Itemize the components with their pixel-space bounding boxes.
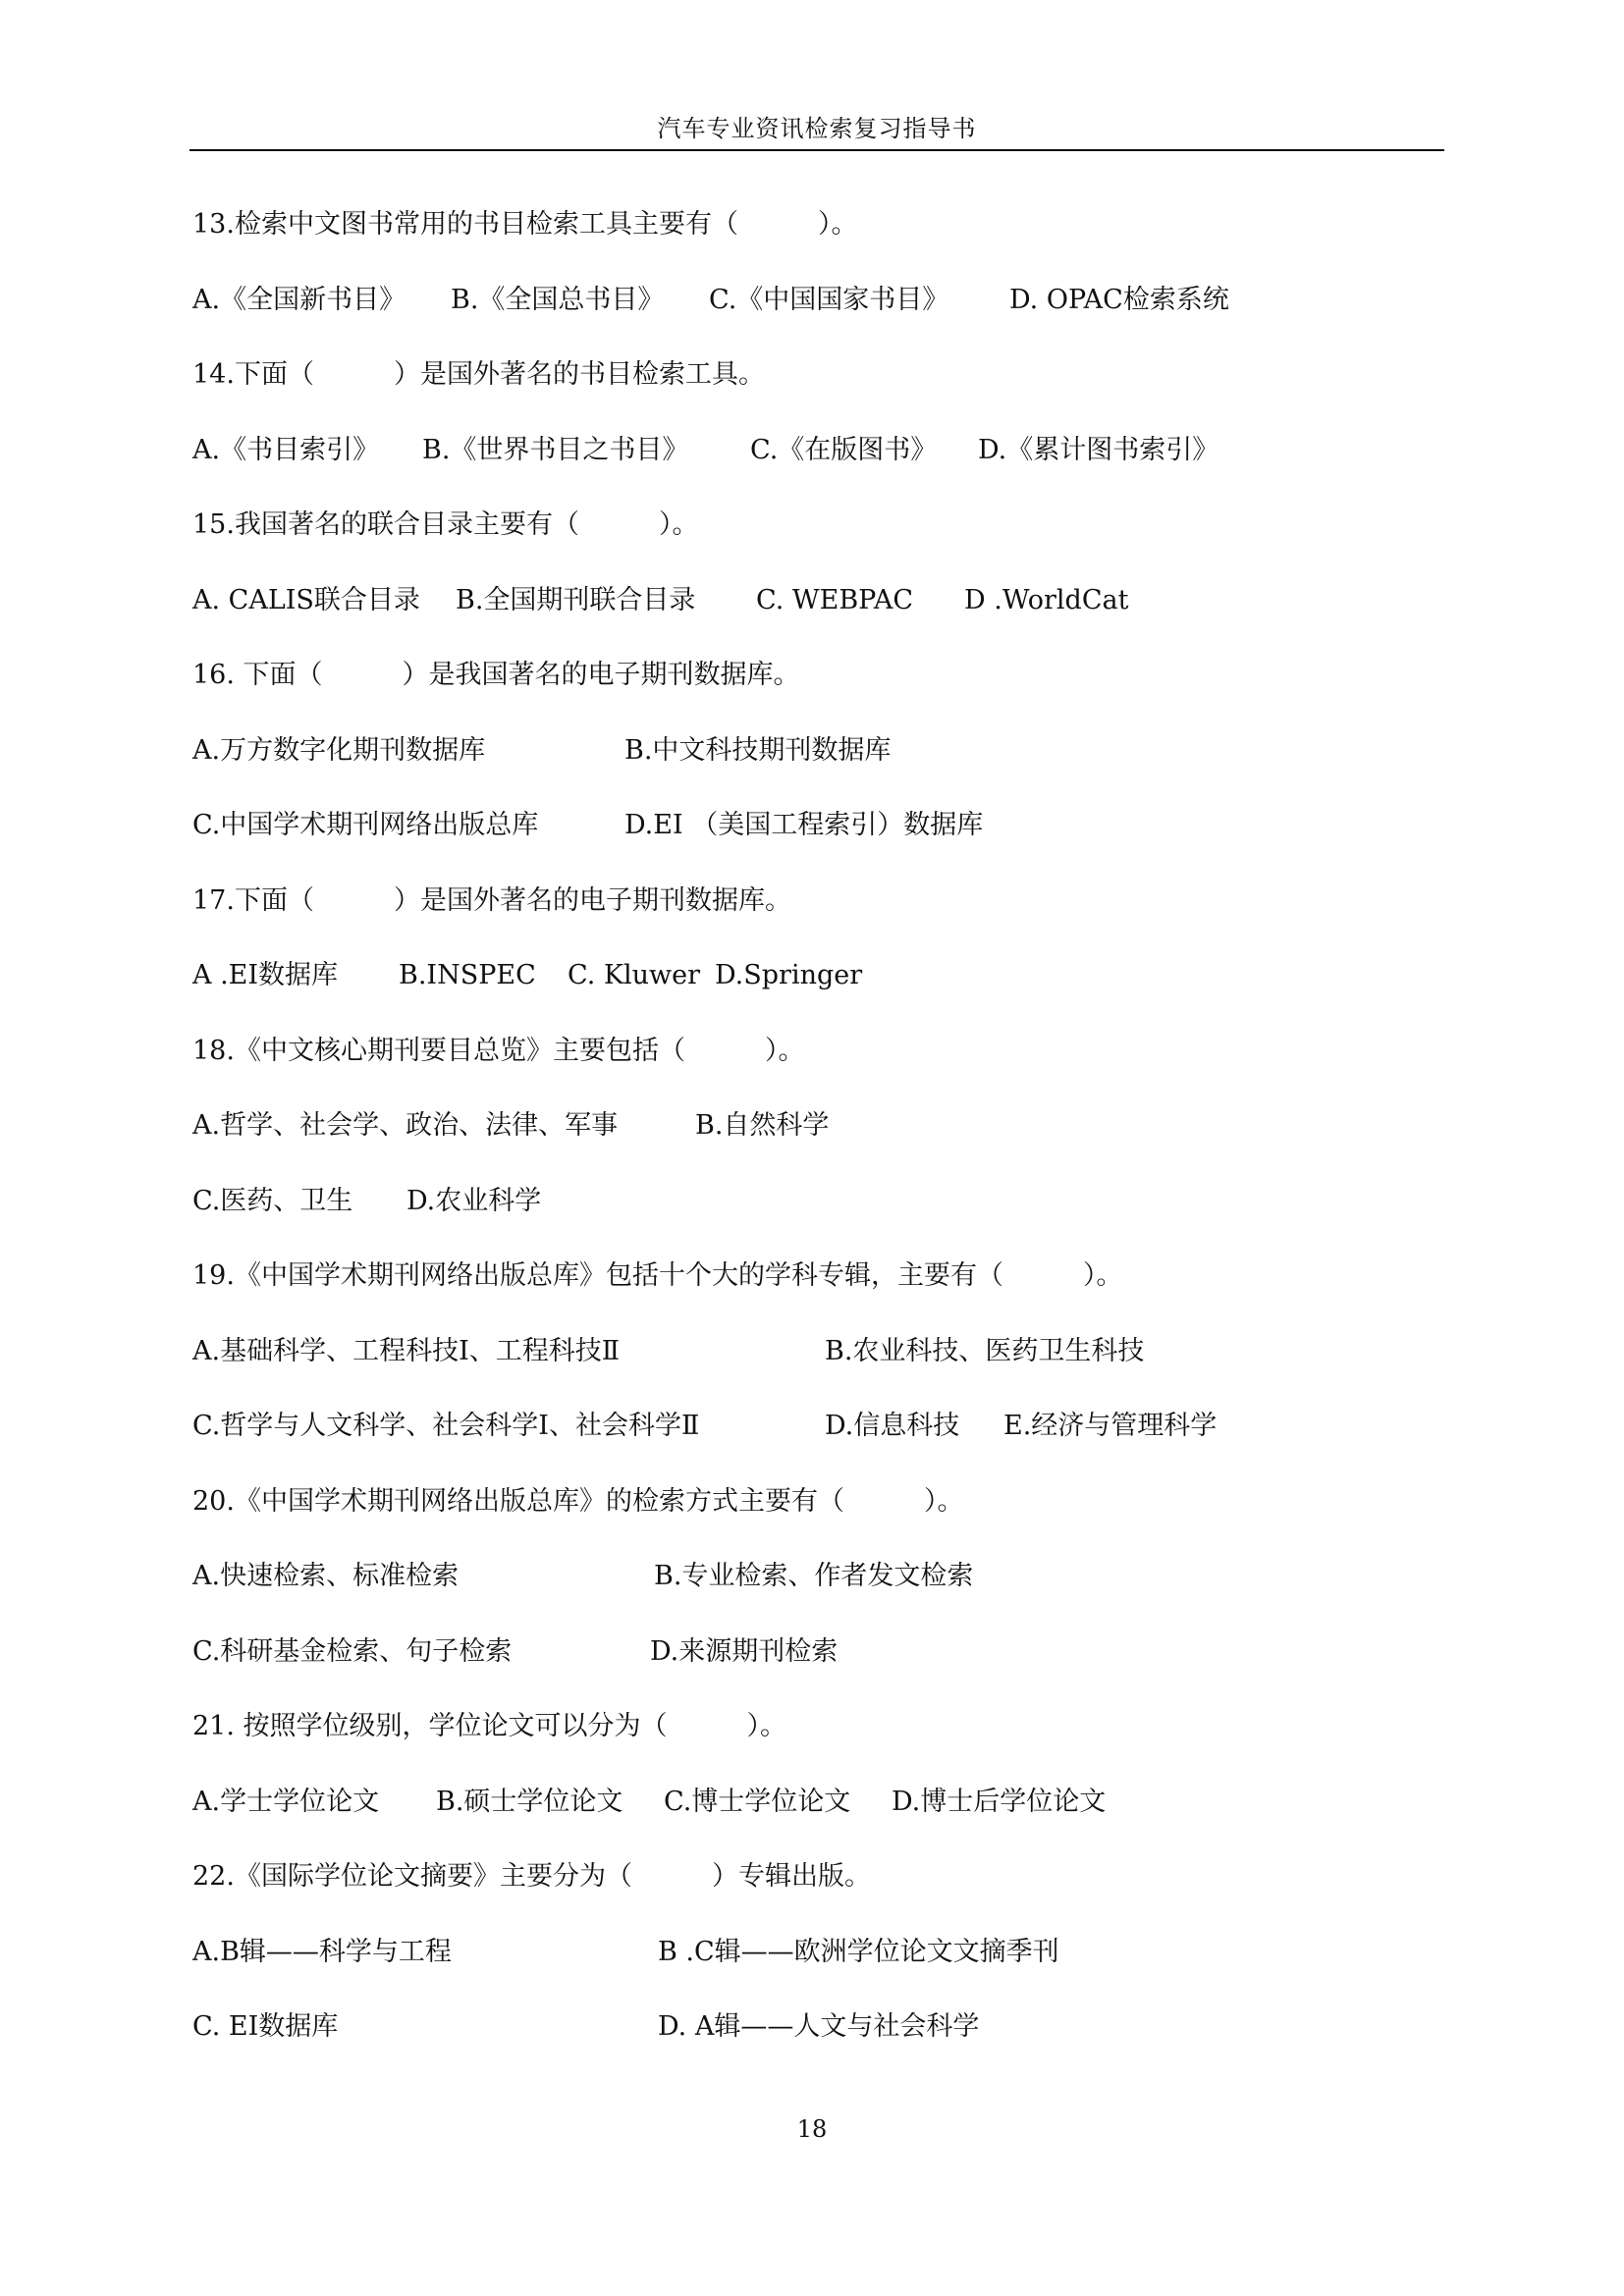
question-20-options-row-2	[192, 1629, 1439, 1705]
option-c: C. Kluwer	[568, 960, 701, 990]
option-c: C.中国学术期刊网络出版总库	[192, 810, 539, 840]
question-21-options	[192, 1780, 1439, 1855]
option-b: B.中文科技期刊数据库	[624, 734, 892, 766]
question-13-stem: 13.检索中文图书常用的书目检索工具主要有（ ）。	[192, 209, 858, 240]
option-a: A.《书目索引》	[192, 434, 380, 465]
option-a: A.基础科学、工程科技Ⅰ、工程科技Ⅱ	[192, 1335, 621, 1366]
question-20-stem: 20.《中国学术期刊网络出版总库》的检索方式主要有（ ）。	[192, 1485, 964, 1517]
question-16-stem: 16. 下面（ ）是我国著名的电子期刊数据库。	[192, 660, 800, 690]
question-list	[192, 202, 1439, 2080]
option-b: B.《全国总书目》	[451, 284, 665, 315]
question-22-stem: 22.《国际学位论文摘要》主要分为（ ）专辑出版。	[192, 1861, 871, 1892]
option-c: C.《在版图书》	[750, 434, 938, 465]
question-19-options-row-1	[192, 1329, 1439, 1405]
question-17-options	[192, 953, 1439, 1029]
question-14-stem: 14.下面（ ）是国外著名的书目检索工具。	[192, 359, 765, 390]
header-rule	[189, 149, 1444, 151]
question-22-options-row-2	[192, 2004, 1439, 2080]
question-21-stem: 21. 按照学位级别，学位论文可以分为（ ）。	[192, 1711, 787, 1741]
page-number: 18	[796, 2115, 828, 2143]
question-22-options-row-1	[192, 1930, 1439, 2005]
option-d: D.EI （美国工程索引）数据库	[624, 810, 984, 840]
question-20-options-row-1	[192, 1554, 1439, 1629]
option-b: B.专业检索、作者发文检索	[654, 1561, 974, 1591]
question-17-stem: 17.下面（ ）是国外著名的电子期刊数据库。	[192, 884, 791, 916]
question-19-options-row-2	[192, 1404, 1439, 1479]
option-a: A.哲学、社会学、政治、法律、军事	[192, 1110, 619, 1141]
question-18-stem: 18.《中文核心期刊要目总览》主要包括（ ）。	[192, 1035, 805, 1066]
option-d: D.信息科技	[825, 1411, 960, 1441]
option-e: E.经济与管理科学	[1003, 1411, 1218, 1441]
option-c: C. WEBPAC	[756, 584, 914, 615]
option-d: D.博士后学位论文	[892, 1786, 1107, 1817]
option-b: B .C辑——欧洲学位论文文摘季刊	[658, 1936, 1059, 1967]
option-d: D.来源期刊检索	[650, 1635, 839, 1667]
option-a: A. CALIS联合目录	[192, 584, 420, 615]
option-a: A.学士学位论文	[192, 1786, 380, 1817]
question-15-options	[192, 578, 1439, 654]
question-18-options-row-2	[192, 1179, 1439, 1255]
option-c: C.医药、卫生	[192, 1185, 353, 1216]
option-b: B.全国期刊联合目录	[456, 584, 696, 615]
option-c: C.哲学与人文科学、社会科学Ⅰ、社会科学Ⅱ	[192, 1411, 700, 1441]
question-19-stem: 19.《中国学术期刊网络出版总库》包括十个大的学科专辑，主要有（ ）。	[192, 1260, 1123, 1291]
option-c: C. EI数据库	[192, 2011, 339, 2042]
option-b: B.INSPEC	[399, 960, 536, 990]
option-a: A.快速检索、标准检索	[192, 1561, 460, 1591]
option-b: B.农业科技、医药卫生科技	[825, 1335, 1145, 1366]
option-d: D.《累计图书索引》	[978, 434, 1219, 465]
question-16-options-row-2	[192, 803, 1439, 879]
option-b: B.硕士学位论文	[436, 1786, 623, 1817]
option-d: D .WorldCat	[964, 584, 1129, 615]
running-header: 汽车专业资讯检索复习指导书	[657, 115, 977, 142]
option-d: D. OPAC检索系统	[1009, 284, 1229, 315]
question-18-options-row-1	[192, 1103, 1439, 1179]
option-a: A .EI数据库	[192, 960, 339, 990]
option-c: C.《中国国家书目》	[709, 284, 949, 315]
question-13-options	[192, 278, 1439, 353]
option-a: A.B辑——科学与工程	[192, 1936, 452, 1967]
option-a: A.万方数字化期刊数据库	[192, 734, 486, 766]
option-d: D.农业科学	[406, 1185, 542, 1216]
option-d: D.Springer	[715, 960, 863, 990]
option-c: C.博士学位论文	[664, 1786, 851, 1817]
option-d: D. A辑——人文与社会科学	[658, 2011, 980, 2042]
question-14-options	[192, 428, 1439, 504]
option-b: B.《世界书目之书目》	[422, 434, 689, 465]
option-a: A.《全国新书目》	[192, 284, 406, 315]
option-c: C.科研基金检索、句子检索	[192, 1635, 513, 1667]
question-16-options-row-1	[192, 728, 1439, 804]
option-b: B.自然科学	[695, 1110, 830, 1141]
question-15-stem: 15.我国著名的联合目录主要有（ ）。	[192, 509, 699, 540]
